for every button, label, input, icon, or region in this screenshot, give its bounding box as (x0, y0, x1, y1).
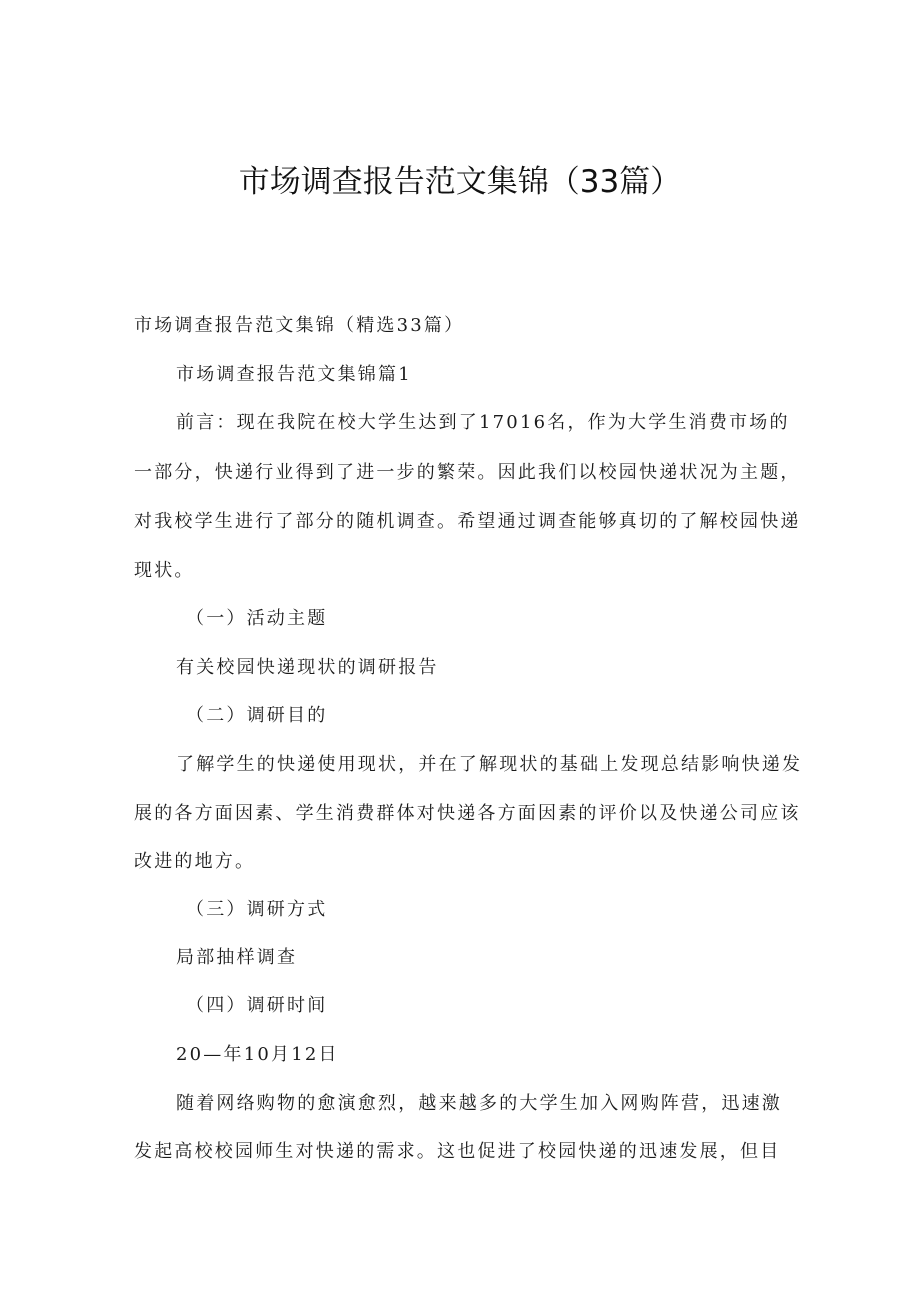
section-heading: 市场调查报告范文集锦篇1 (176, 364, 412, 385)
part4-heading: （四）调研时间 (186, 995, 328, 1016)
part1-heading: （一）活动主题 (186, 608, 328, 629)
part2-line: 了解学生的快递使用现状，并在了解现状的基础上发现总结影响快递发 (176, 754, 803, 775)
part2-line: 改进的地方。 (134, 851, 256, 872)
preface-line: 一部分，快递行业得到了进一步的繁荣。因此我们以校园快递状况为主题， (134, 462, 801, 483)
preface-line: 前言：现在我院在校大学生达到了17016名，作为大学生消费市场的 (176, 412, 790, 433)
document-title: 市场调查报告范文集锦（33篇） (238, 164, 682, 200)
part3-heading: （三）调研方式 (186, 899, 328, 920)
preface-line: 对我校学生进行了部分的随机调查。希望通过调查能够真切的了解校园快递 (134, 511, 801, 532)
part3-text: 局部抽样调查 (176, 947, 298, 968)
part1-text: 有关校园快递现状的调研报告 (176, 657, 439, 678)
preface-line: 现状。 (134, 560, 195, 581)
closing-line: 随着网络购物的愈演愈烈，越来越多的大学生加入网购阵营，迅速激 (176, 1093, 782, 1114)
document-subtitle: 市场调查报告范文集锦（精选33篇） (134, 315, 465, 336)
part2-line: 展的各方面因素、学生消费群体对快递各方面因素的评价以及快递公司应该 (134, 803, 801, 824)
closing-line: 发起高校校园师生对快递的需求。这也促进了校园快递的迅速发展，但目 (134, 1141, 781, 1162)
part4-text: 20—年10月12日 (176, 1044, 339, 1065)
part2-heading: （二）调研目的 (186, 705, 328, 726)
